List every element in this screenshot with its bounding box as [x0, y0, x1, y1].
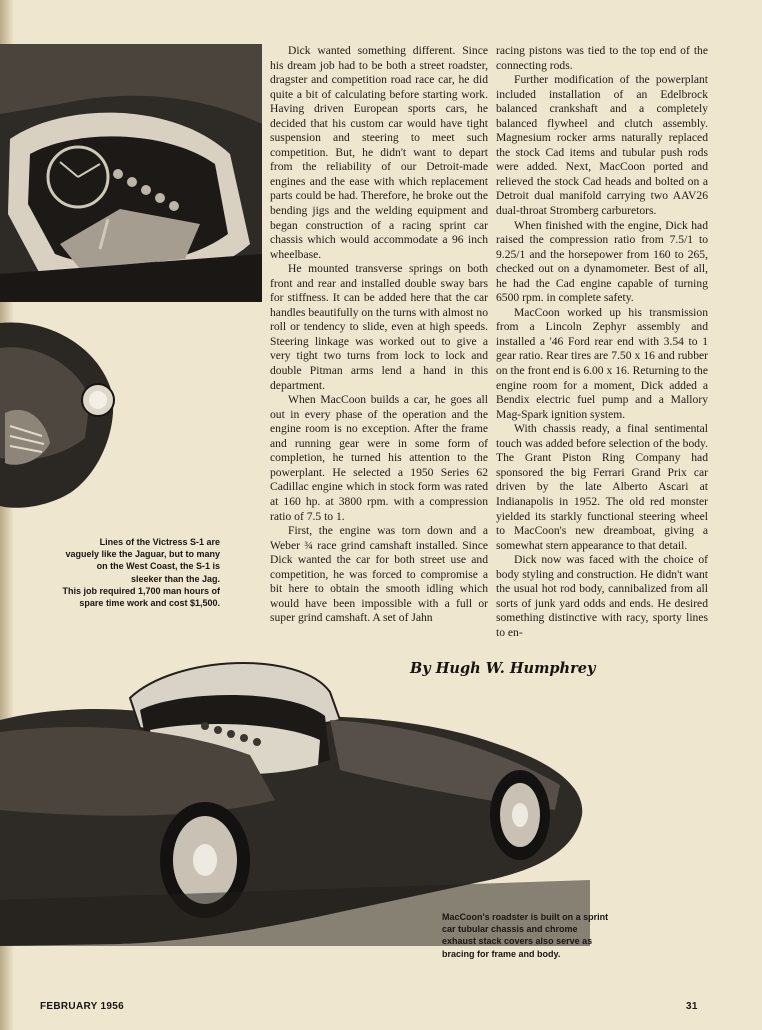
caption-line: sleeker than the Jag. [130, 573, 220, 584]
article-paragraph: Further modification of the powerplant included installation of an Edelbrock balanced crankshaft and a completely balanced flywheel and clutch assembly. Magnesium rocker arms naturally replaced the stock Cad items and tubular push rods were added. Next, MacCoon ported and relieved the stock Cad heads and bolted on a Detroit dual manifold carrying two AAV26 dual-throat Stromberg carburetors. [496, 73, 708, 218]
caption-line: This job required 1,700 man hours of [62, 585, 220, 596]
article-column-1 [270, 44, 488, 626]
photo-caption-left [14, 536, 220, 609]
caption-line: car tubular chassis and chrome [442, 924, 578, 935]
caption-line: MacCoon's roadster is built on a sprint [442, 912, 609, 922]
article-paragraph: Dick now was faced with the choice of body styling and construction. He didn't want the usual hot rod body, cannibalized from all sorts of junk yard odds and ends. He desired something distinctive with racy, sporty lines to en- [496, 553, 708, 639]
article-paragraph: racing pistons was tied to the top end of the connecting rods. [496, 44, 708, 72]
roadster-photo [0, 650, 590, 946]
article-paragraph: When finished with the engine, Dick had raised the compression ratio from 7.5/1 to 9.25/1 and the horsepower from 160 to 265, checked out on a dynamometer. Best of all, he had the Cad engine capable of turning 6500 rpm. in complete safety. [496, 218, 708, 305]
article-paragraph: First, the engine was torn down and a Weber ¾ race grind camshaft installed. Since Dick wanted the car for both street use and competition, he was forced to compromise a bit here to obtain the smooth idling which would have been impossible with a full or super grind camshaft. A set of Jahn [270, 524, 488, 625]
photo-caption-right [442, 911, 678, 960]
caption-line: bracing for frame and body. [442, 948, 561, 959]
page-number: 31 [686, 1001, 698, 1012]
article-paragraph: He mounted transverse springs on both front and rear and installed double sway bars for stiffness. It can be added here that the car handles beautifully on the turns with almost no roll or tendency to slide, even at high speeds. Steering linkage was worked out to give a very tight two turns from lock to lock and double Pitman arms lend a hand in this department. [270, 262, 488, 392]
article-paragraph: When MacCoon builds a car, he goes all out in every phase of the operation and the engine room is no exception. After the frame and running gear were in some form of completion, he turned his attention to the powerplant. He selected a 1950 Series 62 Cadillac engine which in stock form was rated at 160 hp. at 3800 rpm. with a compression ratio of 7.5 to 1. [270, 393, 488, 523]
article-column-2 [496, 44, 708, 640]
issue-date: FEBRUARY 1956 [40, 1001, 124, 1012]
caption-line: exhaust stack covers also serve as [442, 936, 593, 947]
caption-line: vaguely like the Jaguar, but to many [65, 549, 220, 560]
caption-line: spare time work and cost $1,500. [79, 598, 220, 609]
caption-line: Lines of the Victress S-1 are [99, 537, 220, 547]
article-paragraph: Dick wanted something different. Since his dream job had to be both a street roadster, dragster and competition road race car, he did quite a bit of calculating before starting work. Having driven European sports cars, he decided that his custom car would have tight suspension and steering to meet such competition. But, he didn't want to depart from the reliability of our Detroit-made engines and the ease with which replacement parts could be had. Therefore, he broke out the bending jigs and the welding equipment and began construction of a racing sprint car chassis which would accommodate a 96 inch wheelbase. [270, 44, 488, 261]
caption-line: on the West Coast, the S-1 is [96, 561, 220, 572]
cockpit-photo [0, 44, 262, 302]
article-paragraph: With chassis ready, a final sentimental touch was added before selection of the body. The Grant Piston Ring Company had sponsored the big Ferrari Grand Prix car driven by the late Alberto Ascari at Indianapolis in 1952. The old red monster yielded its starkly functional steering wheel to MacCoon's new dreamboat, giving a somewhat stern appearance to that detail. [496, 422, 708, 552]
headlight-photo [0, 318, 120, 510]
article-paragraph: MacCoon worked up his transmission from a Lincoln Zephyr assembly and installed a '46 Ford rear end with 3.54 to 1 gear ratio. Rear tires are 7.50 x 16 and rubber on the front end is 6.00 x 16. Returning to the engine room for a moment, Dick added a Bendix electric fuel pump and a Mallory Mag-Spark ignition system. [496, 305, 708, 421]
article-byline: By Hugh W. Humphrey [410, 660, 596, 677]
